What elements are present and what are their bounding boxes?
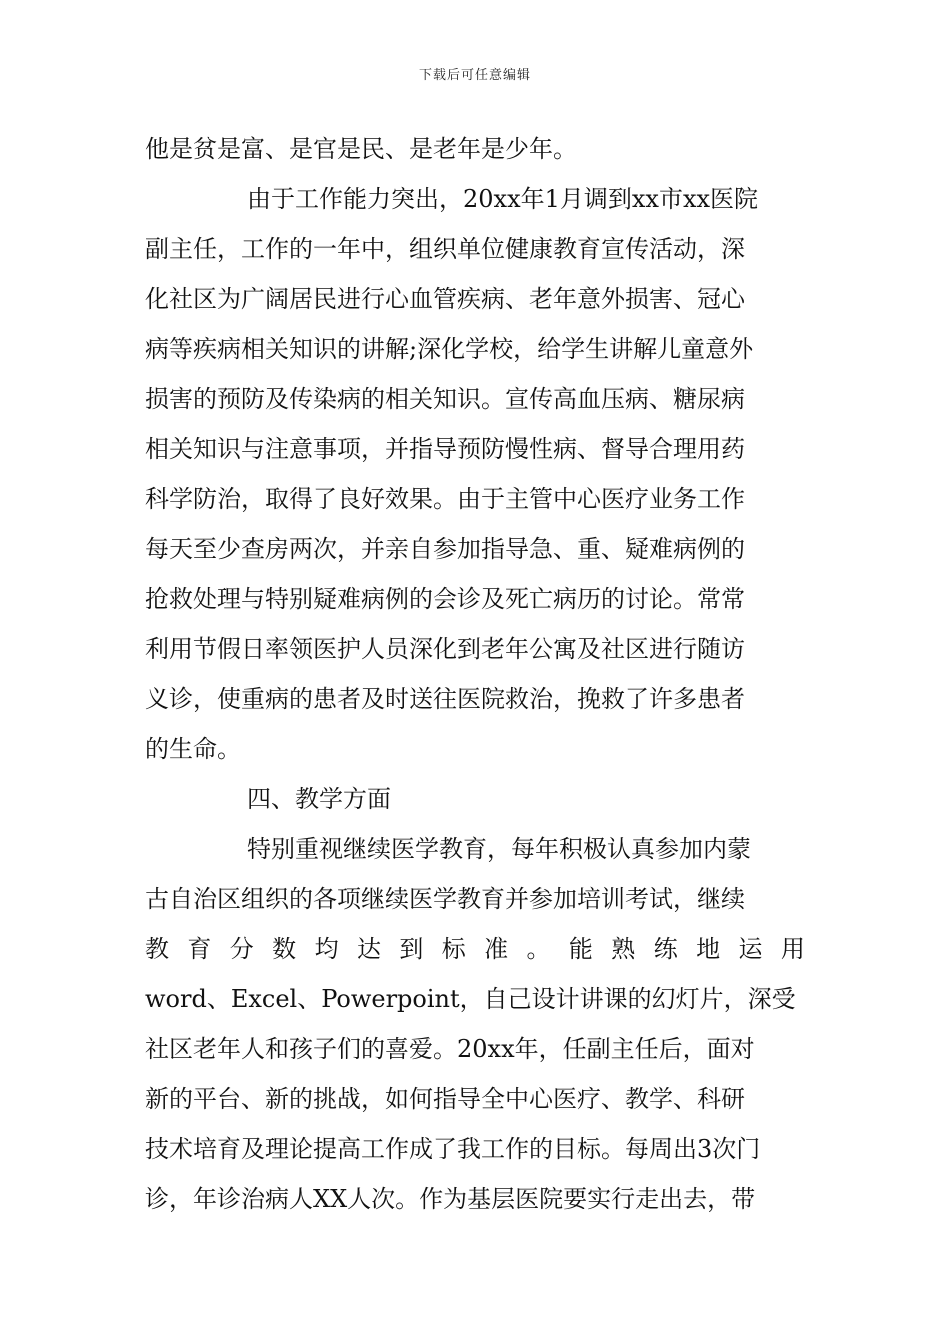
text-line: 特别重视继续医学教育，每年积极认真参加内蒙 bbox=[247, 835, 751, 863]
text-line: 化社区为广阔居民进行心血管疾病、老年意外损害、冠心 bbox=[145, 285, 745, 313]
spread-char: 育 bbox=[187, 935, 212, 963]
spread-char: 到 bbox=[399, 935, 424, 963]
spread-char: 能 bbox=[568, 935, 593, 963]
text-line-spread bbox=[145, 924, 805, 974]
text-line: 诊，年诊治病人XX人次。作为基层医院要实行走出去，带 bbox=[145, 1185, 756, 1213]
spread-char: 地 bbox=[696, 935, 721, 963]
spread-char: 准 bbox=[484, 935, 509, 963]
spread-char: 练 bbox=[653, 935, 678, 963]
text-line: 病等疾病相关知识的讲解;深化学校，给学生讲解儿童意外 bbox=[145, 335, 754, 363]
document-body bbox=[145, 124, 805, 1224]
text-line: 他是贫是富、是官是民、是老年是少年。 bbox=[145, 135, 577, 163]
spread-char: 运 bbox=[738, 935, 763, 963]
text-line: 社区老年人和孩子们的喜爱。20xx年，任副主任后，面对 bbox=[145, 1035, 755, 1063]
spread-char: 分 bbox=[229, 935, 254, 963]
text-line: 由于工作能力突出，20xx年1月调到xx市xx医院 bbox=[247, 185, 759, 213]
text-line: word、Excel、Powerpoint，自己设计讲课的幻灯片，深受 bbox=[145, 985, 796, 1013]
text-line: 新的平台、新的挑战，如何指导全中心医疗、教学、科研 bbox=[145, 1085, 745, 1113]
text-line: 每天至少查房两次，并亲自参加指导急、重、疑难病例的 bbox=[145, 535, 745, 563]
section-heading: 四、教学方面 bbox=[247, 785, 391, 813]
text-line: 抢救处理与特别疑难病例的会诊及死亡病历的讨论。常常 bbox=[145, 585, 745, 613]
spread-char: 标 bbox=[441, 935, 466, 963]
text-line: 科学防治，取得了良好效果。由于主管中心医疗业务工作 bbox=[145, 485, 745, 513]
text-line: 副主任，工作的一年中，组织单位健康教育宣传活动，深 bbox=[145, 235, 745, 263]
text-line: 义诊，使重病的患者及时送往医院救治，挽救了许多患者 bbox=[145, 685, 745, 713]
spread-char: 达 bbox=[356, 935, 381, 963]
text-line: 利用节假日率领医护人员深化到老年公寓及社区进行随访 bbox=[145, 635, 745, 663]
spread-char: 熟 bbox=[611, 935, 636, 963]
text-line: 损害的预防及传染病的相关知识。宣传高血压病、糖尿病 bbox=[145, 385, 745, 413]
text-line: 相关知识与注意事项，并指导预防慢性病、督导合理用药 bbox=[145, 435, 745, 463]
spread-char: 教 bbox=[145, 935, 169, 963]
spread-char: 均 bbox=[314, 935, 339, 963]
text-line: 古自治区组织的各项继续医学教育并参加培训考试，继续 bbox=[145, 885, 745, 913]
text-line: 技术培育及理论提高工作成了我工作的目标。每周出3次门 bbox=[145, 1135, 761, 1163]
spread-char: 。 bbox=[526, 935, 551, 963]
page-header: 下载后可任意编辑 bbox=[418, 68, 531, 83]
text-line: 的生命。 bbox=[145, 735, 241, 763]
spread-char: 用 bbox=[780, 935, 805, 963]
spread-char: 数 bbox=[272, 935, 297, 963]
